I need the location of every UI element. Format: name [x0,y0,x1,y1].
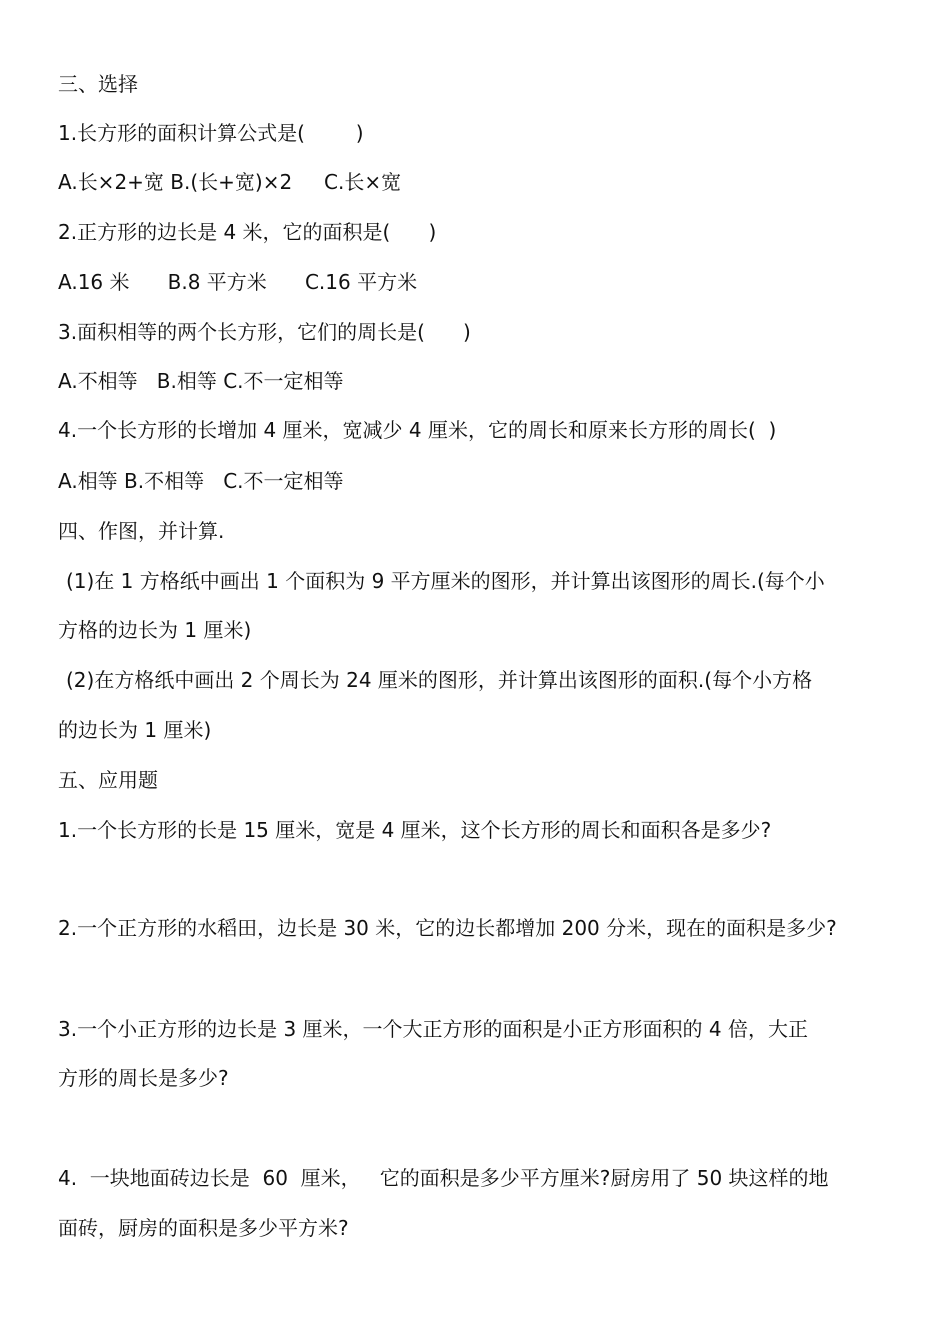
choice-question-4-options: A.相等 B.不相等 C.不一定相等 [58,469,344,493]
section-5-heading: 五、应用题 [58,768,158,792]
word-problem-1: 1.一个长方形的长是 15 厘米，宽是 4 厘米，这个长方形的周长和面积各是多少? [58,818,772,842]
choice-question-1: 1.长方形的面积计算公式是( ) [58,121,364,145]
drawing-task-2-line-1: (2)在方格纸中画出 2 个周长为 24 厘米的图形，并计算出该图形的面积.(每个小方格 [66,668,813,692]
word-problem-3-line-1: 3.一个小正方形的边长是 3 厘米，一个大正方形的面积是小正方形面积的 4 倍，大正 [58,1017,808,1041]
choice-question-3: 3.面积相等的两个长方形，它们的周长是( ) [58,320,471,344]
choice-question-2: 2.正方形的边长是 4 米，它的面积是( ) [58,220,437,244]
choice-question-1-options: A.长×2+宽 B.(长+宽)×2 C.长×宽 [58,170,402,194]
section-4-heading: 四、作图，并计算. [58,519,225,543]
choice-question-3-options: A.不相等 B.相等 C.不一定相等 [58,369,344,393]
word-problem-2: 2.一个正方形的水稻田，边长是 30 米，它的边长都增加 200 分米，现在的面积是多少? [58,916,837,940]
choice-question-2-options: A.16 米 B.8 平方米 C.16 平方米 [58,270,418,294]
section-3-heading: 三、选择 [58,72,138,96]
drawing-task-1-line-1: (1)在 1 方格纸中画出 1 个面积为 9 平方厘米的图形，并计算出该图形的周长.(每个小 [66,569,825,593]
drawing-task-2-line-2: 的边长为 1 厘米) [58,718,212,742]
word-problem-4-line-1: 4. 一块地面砖边长是 60 厘米， 它的面积是多少平方厘米?厨房用了 50 块这样的地 [58,1166,829,1190]
drawing-task-1-line-2: 方格的边长为 1 厘米) [58,618,252,642]
word-problem-3-line-2: 方形的周长是多少? [58,1066,229,1090]
word-problem-4-line-2: 面砖，厨房的面积是多少平方米? [58,1216,349,1240]
choice-question-4: 4.一个长方形的长增加 4 厘米，宽减少 4 厘米，它的周长和原来长方形的周长( ) [58,418,777,442]
